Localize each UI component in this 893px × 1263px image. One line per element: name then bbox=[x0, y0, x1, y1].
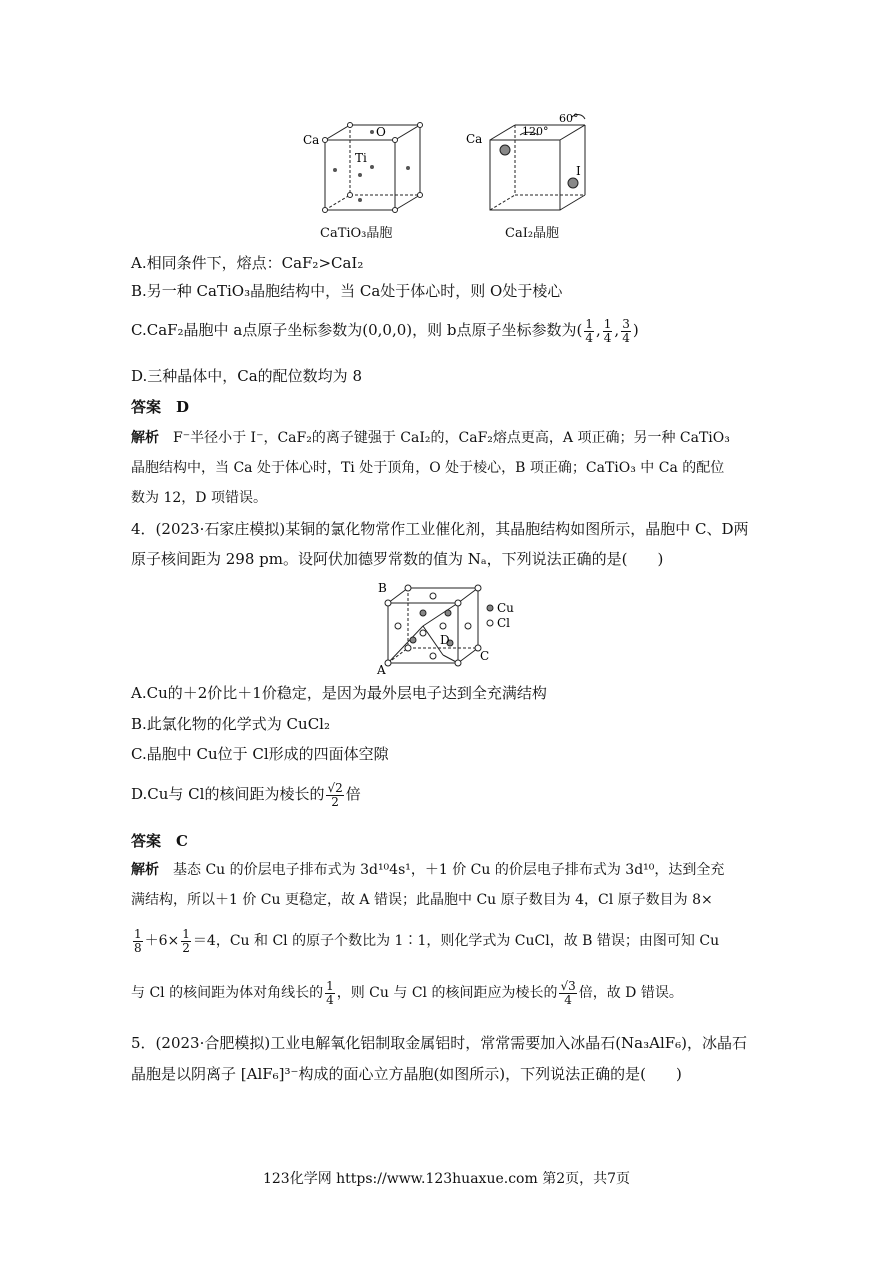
q3-option-a: A.相同条件下，熔点：CaF₂>CaI₂ bbox=[131, 254, 364, 272]
fraction: $\frac{1}{4}$ bbox=[603, 317, 612, 345]
legend-cl: Cl bbox=[497, 616, 511, 630]
fraction: $\frac{√2}{2}$ bbox=[327, 781, 343, 809]
q3-option-c: C.CaF₂晶胞中 a点原子坐标参数为(0,0,0)，则 b点原子坐标参数为( $\frac{1}{4}$ , $\frac{1}{4}$ , $\frac{3}{4}$ ) bbox=[131, 317, 639, 345]
fraction: $\frac{1}{4}$ bbox=[585, 317, 593, 345]
label-b: B bbox=[378, 581, 387, 595]
q4-option-c: C.晶胞中 Cu位于 Cl形成的四面体空隙 bbox=[131, 745, 389, 763]
figure-cucl bbox=[370, 578, 530, 678]
q4-analysis-line3: $\frac{1}{8}$ ＋6× $\frac{1}{2}$ ＝4，Cu 和 Cl 的原子个数比为 1∶1，则化学式为 CuCl，故 B 错误；由图可知 Cu bbox=[134, 927, 720, 955]
caption-cai2: CaI₂晶胞 bbox=[505, 226, 560, 241]
q3-analysis-line2: 晶胞结构中，当 Ca 处于体心时，Ti 处于顶角，O 处于棱心，B 项正确；CaTiO₃ 中 Ca 的配位 bbox=[131, 460, 725, 476]
q4-stem-line1: 4．(2023·石家庄模拟)某铜的氯化物常作工业催化剂，其晶胞结构如图所示，晶胞中 C、D两 bbox=[131, 520, 749, 538]
q4-analysis-line1: 解析 基态 Cu 的价层电子排布式为 3d¹⁰4s¹，＋1 价 Cu 的价层电子排布式为 3d¹⁰，达到全充 bbox=[131, 862, 725, 878]
label-d: D bbox=[440, 633, 450, 647]
q4-option-a: A.Cu的＋2价比＋1价稳定，是因为最外层电子达到全充满结构 bbox=[131, 684, 547, 702]
fraction: $\frac{3}{4}$ bbox=[622, 317, 630, 345]
caption-catio3: CaTiO₃晶胞 bbox=[320, 226, 393, 241]
q4-option-d: D.Cu与 Cl的核间距为棱长的 $\frac{√2}{2}$ 倍 bbox=[131, 781, 361, 809]
legend-cu: Cu bbox=[497, 601, 514, 615]
cucl-cell-diagram bbox=[370, 578, 530, 678]
label-o: O bbox=[376, 125, 386, 139]
label-angle-120: 120° bbox=[522, 125, 549, 138]
figure-cai2 bbox=[460, 105, 610, 225]
label-i: I bbox=[576, 164, 581, 178]
q3-option-c-text: C.CaF₂晶胞中 a点原子坐标参数为(0,0,0)，则 b点原子坐标参数为( bbox=[131, 321, 583, 340]
q5-stem-line1: 5．(2023·合肥模拟)工业电解氧化铝制取金属铝时，常常需要加入冰晶石(Na₃AlF₆)，冰晶石 bbox=[131, 1034, 748, 1052]
label-c: C bbox=[480, 649, 490, 663]
q4-option-b: B.此氯化物的化学式为 CuCl₂ bbox=[131, 715, 330, 733]
catio3-cell-diagram bbox=[300, 110, 440, 240]
label-a: A bbox=[377, 663, 386, 677]
legend-cl-marker bbox=[487, 620, 493, 626]
legend-cu-marker bbox=[487, 605, 493, 611]
q4-analysis-line2: 满结构，所以＋1 价 Cu 更稳定，故 A 错误；此晶胞中 Cu 原子数目为 4，Cl 原子数目为 8× bbox=[131, 892, 713, 908]
q4-stem-line2: 原子核间距为 298 pm。设阿伏加德罗常数的值为 Nₐ，下列说法正确的是( ) bbox=[131, 550, 664, 568]
label-ca: Ca bbox=[303, 133, 320, 147]
q3-option-d: D.三种晶体中，Ca的配位数均为 8 bbox=[131, 367, 362, 385]
q3-answer: 答案 D bbox=[131, 398, 190, 416]
q3-analysis-line3: 数为 12，D 项错误。 bbox=[131, 490, 267, 506]
q4-analysis-line4: 与 Cl 的核间距为体对角线长的 $\frac{1}{4}$ ，则 Cu 与 Cl 的核间距应为棱长的 $\frac{√3}{4}$ 倍，故 D 错误。 bbox=[131, 979, 683, 1007]
q3-analysis-line1: 解析 F⁻半径小于 I⁻，CaF₂的离子键强于 CaI₂的，CaF₂熔点更高，A 项正确；另一种 CaTiO₃ bbox=[131, 430, 730, 446]
q5-stem-line2: 晶胞是以阴离子 [AlF₆]³⁻构成的面心立方晶胞(如图所示)，下列说法正确的是( ) bbox=[131, 1065, 682, 1083]
label-ti: Ti bbox=[355, 151, 367, 165]
figure-catio3 bbox=[300, 110, 440, 240]
label-angle-60: 60° bbox=[559, 112, 579, 125]
q3-option-b: B.另一种 CaTiO₃晶胞结构中，当 Ca处于体心时，则 O处于棱心 bbox=[131, 282, 563, 300]
page-footer: 123化学网 https://www.123huaxue.com 第2页，共7页 bbox=[262, 1171, 631, 1187]
cai2-cell-diagram bbox=[460, 105, 610, 225]
q4-answer: 答案 C bbox=[131, 832, 188, 850]
label-ca: Ca bbox=[466, 132, 483, 146]
